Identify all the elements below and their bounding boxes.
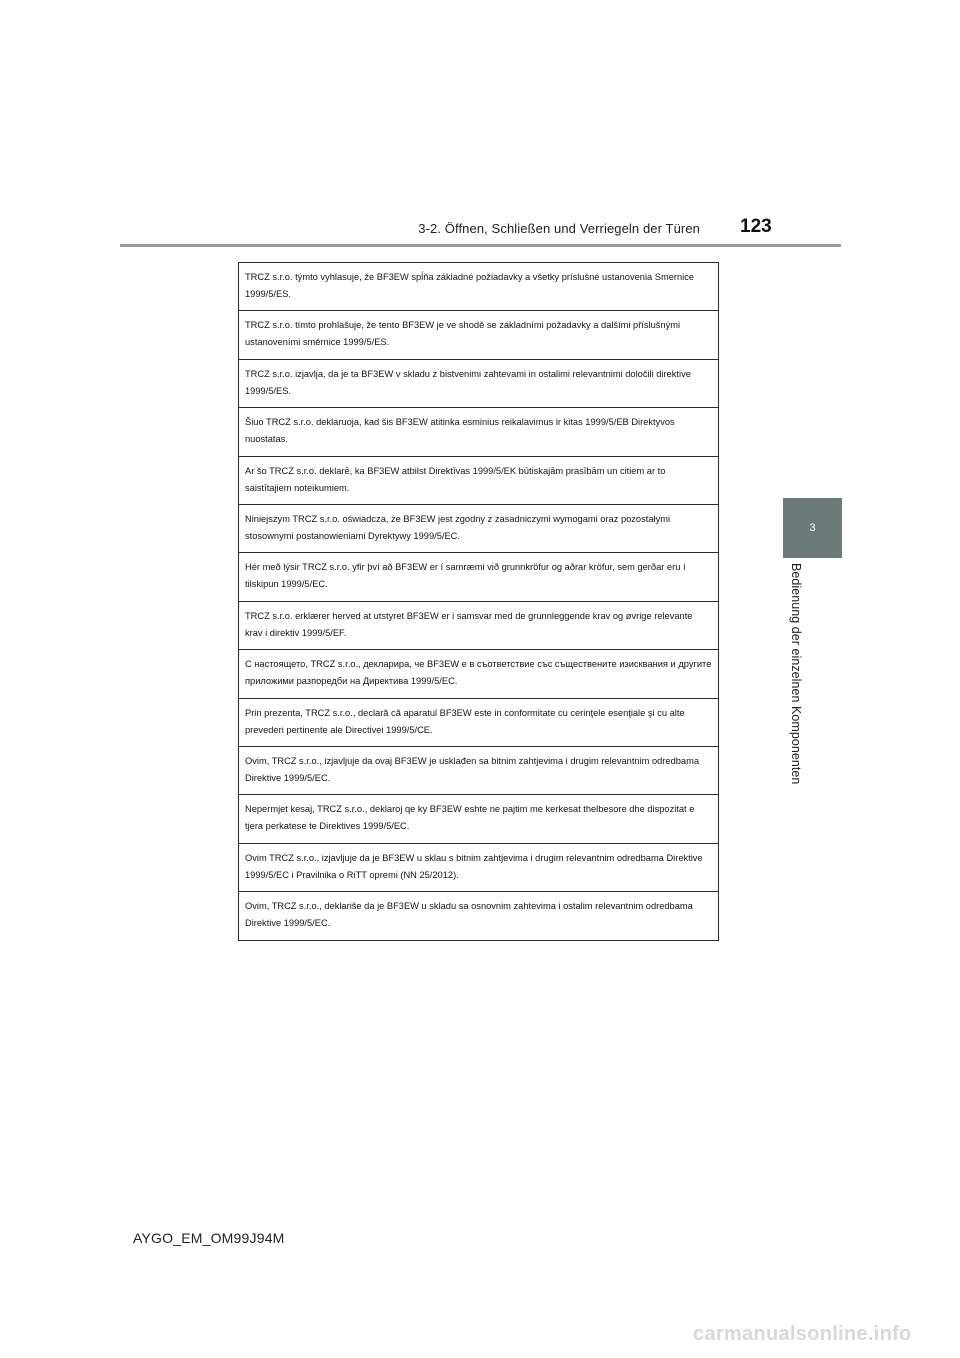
watermark: carmanualsonline.info — [693, 1323, 912, 1345]
declaration-row-lithuanian: Šiuo TRCZ s.r.o. deklaruoja, kad šis BF3EW atitinka esminius reikalavimus ir kitas 1999/5/EB Direktyvos nuostatas. — [239, 408, 718, 456]
declaration-row-latvian: Ar šo TRCZ s.r.o. deklarē, ka BF3EW atbilst Direktīvas 1999/5/EK būtiskajām prasībām un citiem ar to saistītajiem noteikumiem. — [239, 457, 718, 505]
chapter-number: 3 — [809, 522, 816, 534]
declaration-row-slovak: TRCZ s.r.o. týmto vyhlasuje, že BF3EW spĺňa základné požiadavky a všetky príslušné ustanovenia Smernice 1999/5/ES. — [239, 263, 718, 311]
declaration-row-bosnian: Ovim, TRCZ s.r.o., izjavljuje da ovaj BF3EW je usklađen sa bitnim zahtjevima i drugim relevantnim odredbama Direktive 1999/5/EC. — [239, 747, 718, 795]
declaration-row-albanian: Nepermjet kesaj, TRCZ s.r.o., deklaroj qe ky BF3EW eshte ne pajtim me kerkesat thelbesore dhe dispozitat e tjera perkatese te Direktives 1999/5/EC. — [239, 795, 718, 843]
declaration-row-icelandic: Hér með lýsir TRCZ s.r.o. yfir því að BF3EW er í samræmi við grunnkröfur og aðrar kröfur, sem gerðar eru í tilskipun 1999/5/EC. — [239, 553, 718, 601]
declaration-row-polish: Niniejszym TRCZ s.r.o. oświadcza, że BF3EW jest zgodny z zasadniczymi wymogami oraz pozostałymi stosownymi postanowieniami Dyrektywy 1999/5/EC. — [239, 505, 718, 553]
declaration-row-norwegian: TRCZ s.r.o. erklærer herved at utstyret BF3EW er i samsvar med de grunnleggende krav og øvrige relevante krav i direktiv 1999/5/EF. — [239, 602, 718, 650]
declaration-row-czech: TRCZ s.r.o. tímto prohlašuje, že tento BF3EW je ve shodě se základními požadavky a dalšími příslušnými ustanoveními směrnice 1999/5/ES. — [239, 311, 718, 359]
chapter-tab — [783, 498, 842, 558]
section-title: 3-2. Öffnen, Schließen und Verriegeln der Türen — [418, 221, 700, 236]
declaration-row-bulgarian: С настоящето, TRCZ s.r.o., декларира, че BF3EW е в съответствие със съществените изисквания и другите приложими разпоредби на Директива 1999/5/EC. — [239, 650, 718, 698]
declaration-row-serbian: Ovim, TRCZ s.r.o., deklariše da je BF3EW u skladu sa osnovnim zahtevima i ostalim relevantnim odredbama Direktive 1999/5/EC. — [245, 901, 693, 929]
declaration-row-romanian: Prin prezenta, TRCZ s.r.o., declară că aparatul BF3EW este in conformitate cu cerinţele esenţiale şi cu alte prevederi pertinente ale Directivei 1999/5/CE. — [239, 699, 718, 747]
chapter-title: Bedienung der einzelnen Komponenten — [789, 563, 803, 785]
header-divider — [120, 244, 841, 247]
declaration-row-croatian: Ovim TRCZ s.r.o., izjavljuje da je BF3EW u sklau s bitnim zahtjevima i drugim relevantnim odredbama Direktive 1999/5/EC i Pravilnika o RiTT opremi (NN 25/2012). — [239, 844, 718, 892]
page-number: 123 — [740, 216, 772, 237]
document-code: AYGO_EM_OM99J94M — [133, 1230, 285, 1246]
declaration-table — [238, 262, 719, 941]
declaration-row-slovenian: TRCZ s.r.o. izjavlja, da je ta BF3EW v skladu z bistvenimi zahtevami in ostalimi relevantnimi določili direktive 1999/5/ES. — [239, 360, 718, 408]
